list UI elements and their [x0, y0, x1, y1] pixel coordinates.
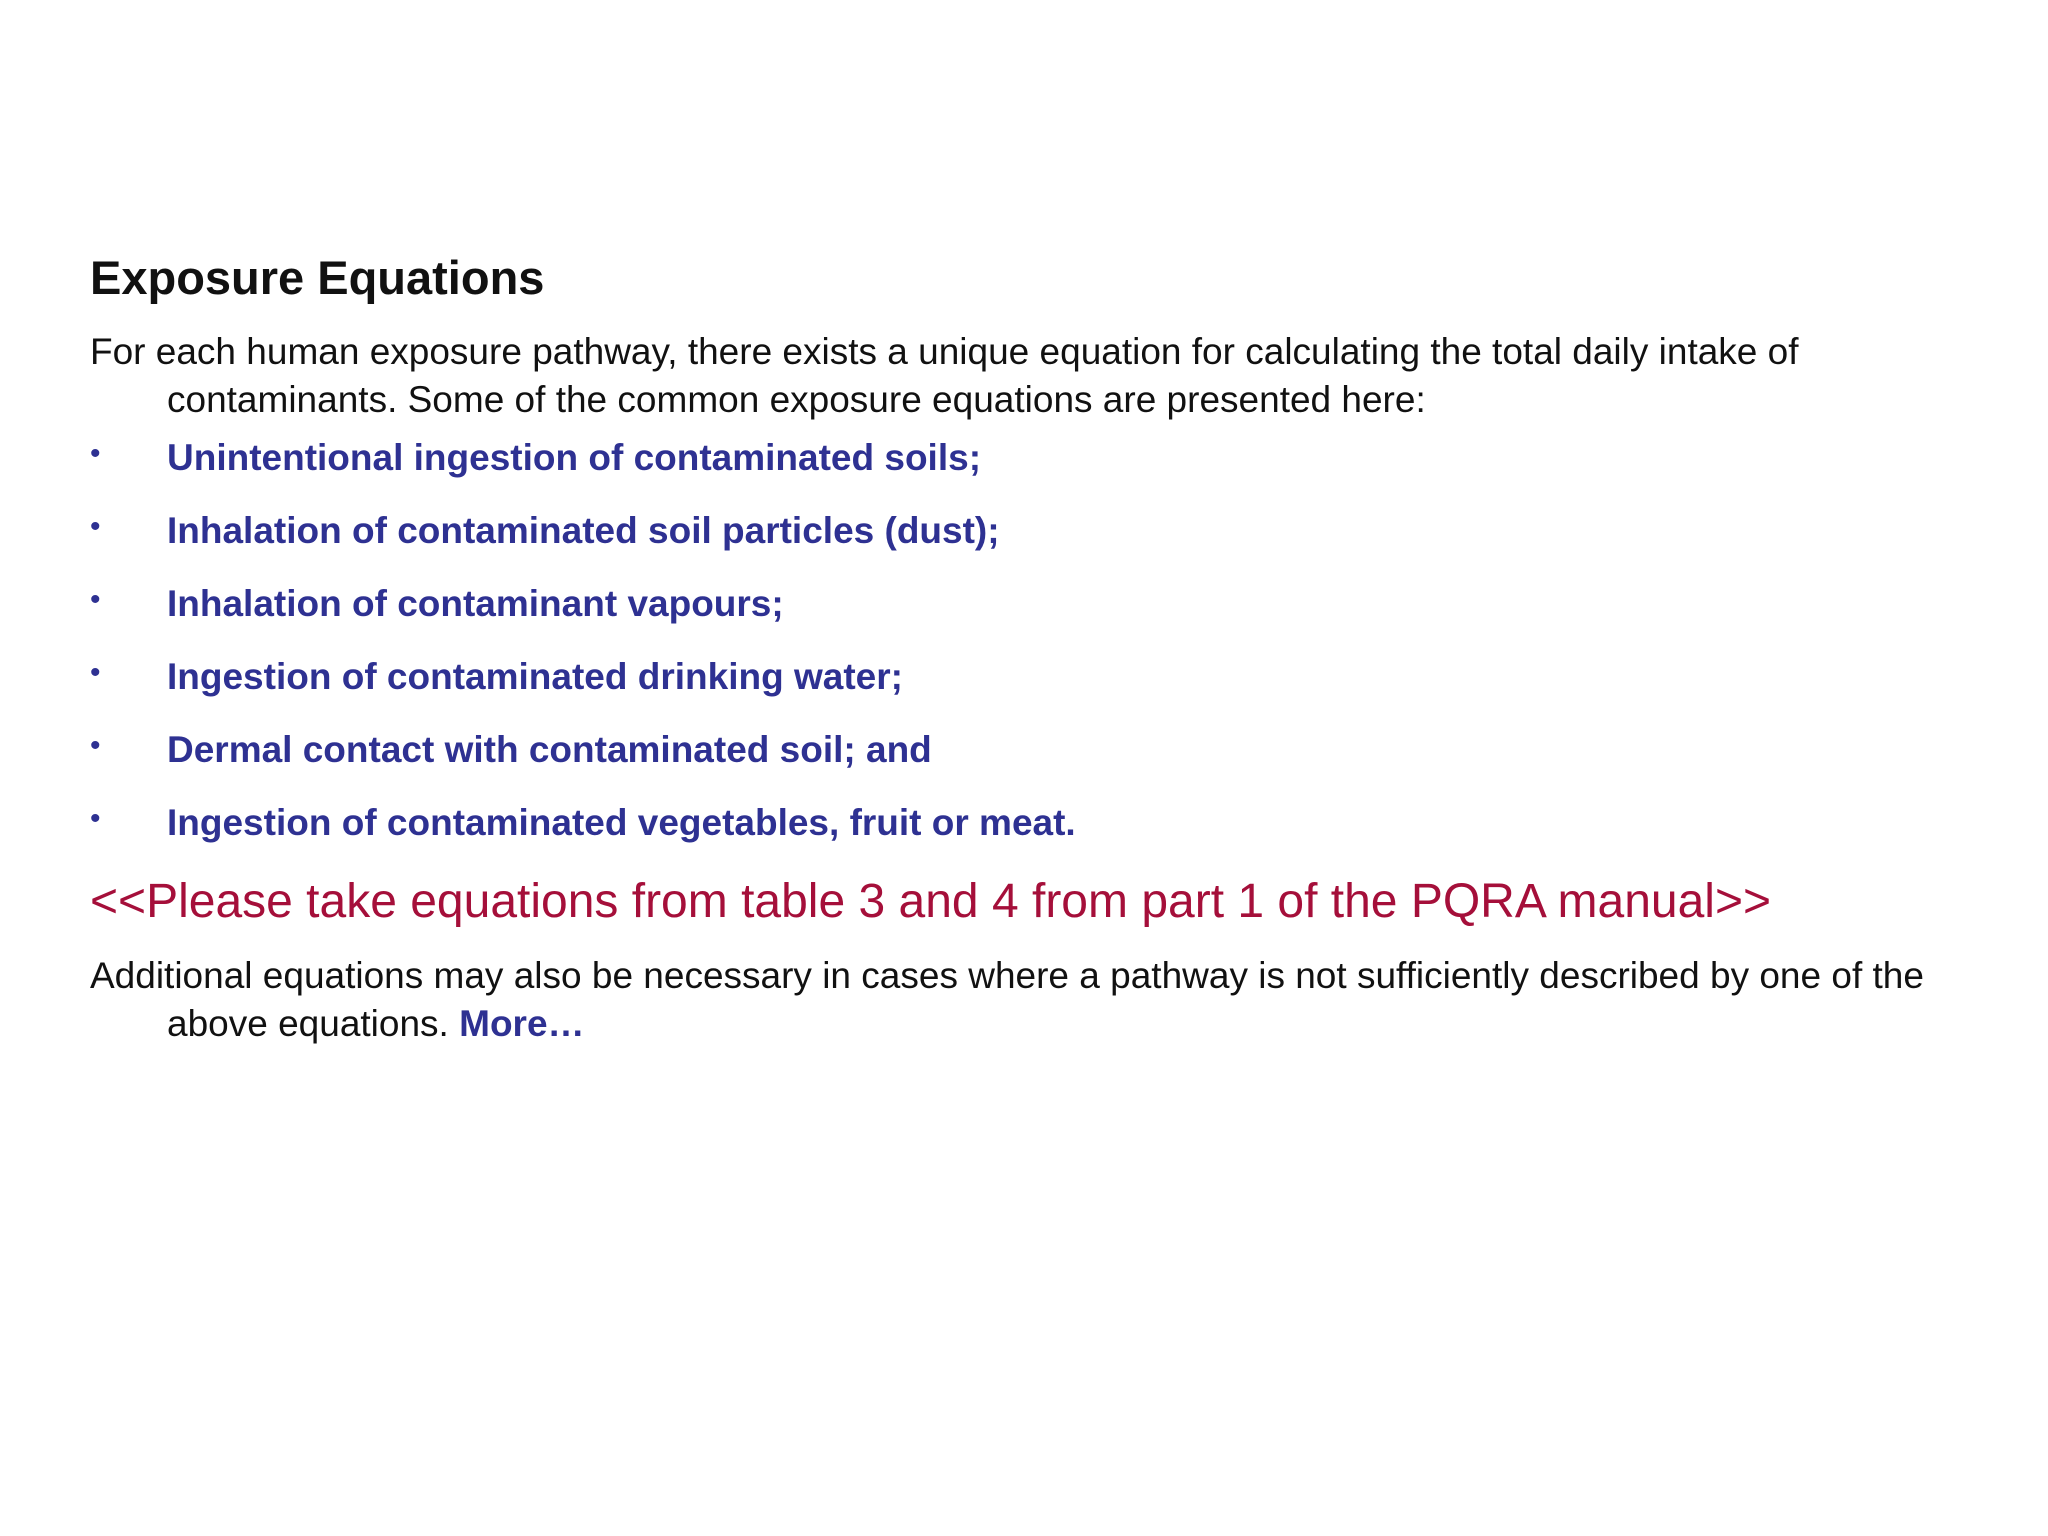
list-item[interactable]: [90, 653, 2010, 701]
pathway-link[interactable]: Inhalation of contaminant vapours;: [167, 583, 784, 625]
bullet-icon: •: [90, 802, 101, 836]
bullet-icon: •: [90, 437, 101, 471]
bullet-icon: •: [90, 729, 101, 763]
bullet-icon: •: [90, 510, 101, 544]
pathway-link[interactable]: Dermal contact with contaminated soil; and: [167, 729, 932, 771]
editor-note: <<Please take equations from table 3 and 4 from part 1 of the PQRA manual>>: [90, 875, 1772, 929]
bullet-icon: •: [90, 656, 101, 690]
list-item[interactable]: [90, 434, 2010, 482]
pathway-link[interactable]: Ingestion of contaminated drinking water;: [167, 656, 903, 698]
pathway-link[interactable]: Inhalation of contaminated soil particles (dust);: [167, 510, 1000, 552]
pathway-link[interactable]: Ingestion of contaminated vegetables, fruit or meat.: [167, 802, 1076, 844]
list-item[interactable]: [90, 580, 2010, 628]
more-link[interactable]: More…: [459, 1003, 585, 1045]
page-title: Exposure Equations: [90, 251, 545, 304]
slide-content: [90, 250, 2010, 1048]
list-item[interactable]: [90, 726, 2010, 774]
list-item[interactable]: [90, 799, 2010, 847]
list-item[interactable]: [90, 507, 2010, 555]
bullet-icon: •: [90, 583, 101, 617]
additional-text: Additional equations may also be necessary in cases where a pathway is not sufficiently described by one of the above equations.: [90, 955, 1924, 1045]
pathway-link[interactable]: Unintentional ingestion of contaminated soils;: [167, 437, 982, 479]
intro-paragraph: For each human exposure pathway, there exists a unique equation for calculating the total daily intake of contaminants. Some of the common exposure equations are presented here:: [90, 331, 1799, 421]
additional-paragraph: [90, 952, 2010, 1048]
pathway-list: [90, 434, 2010, 847]
